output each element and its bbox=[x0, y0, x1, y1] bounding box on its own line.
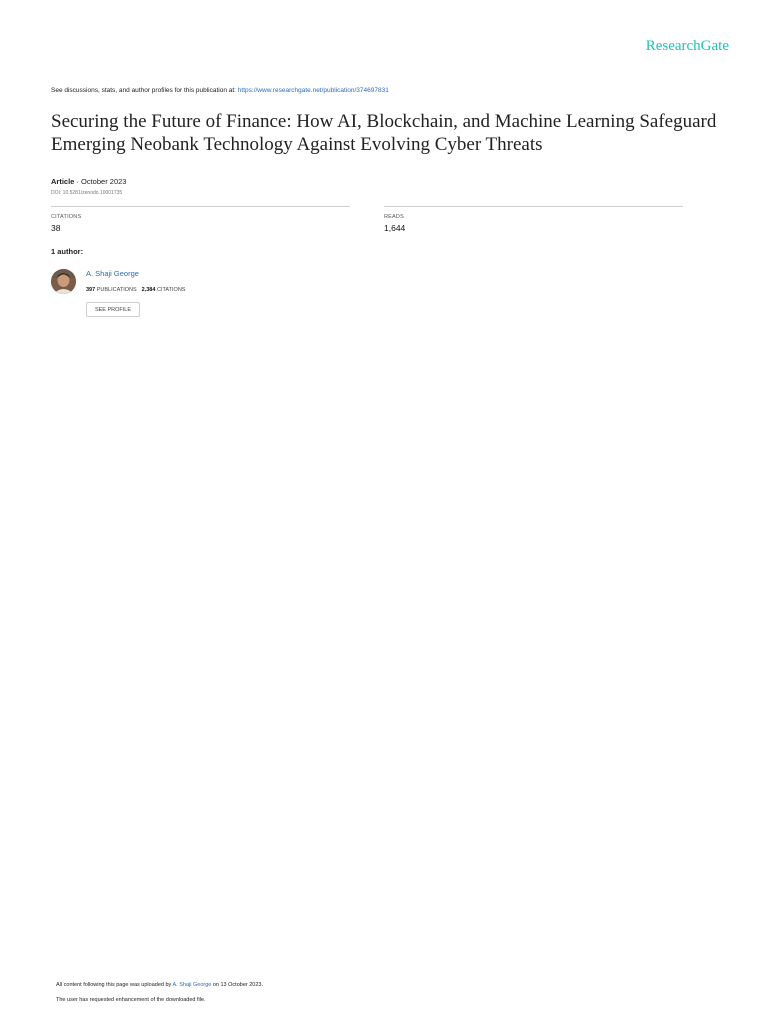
discussion-prefix: See discussions, stats, and author profiles for this publication at: bbox=[51, 87, 238, 94]
authors-heading: 1 author: bbox=[51, 247, 84, 256]
author-citations-label: CITATIONS bbox=[155, 287, 186, 293]
article-doi: DOI: 10.5281/zenodo.10001735 bbox=[51, 190, 123, 196]
author-citations-count: 2,384 bbox=[141, 287, 156, 293]
author-avatar[interactable] bbox=[51, 269, 76, 294]
enhancement-note: The user has requested enhancement of the downloaded file. bbox=[56, 997, 206, 1003]
publication-link[interactable]: https://www.researchgate.net/publication/374697831 bbox=[237, 87, 389, 94]
author-stats bbox=[86, 287, 185, 293]
citations-stat bbox=[51, 206, 350, 233]
see-profile-button[interactable]: SEE PROFILE bbox=[86, 302, 140, 317]
upload-prefix: All content following this page was uploaded by bbox=[56, 982, 173, 988]
researchgate-logo[interactable]: ResearchGate bbox=[645, 38, 729, 54]
reads-stat bbox=[384, 206, 683, 233]
upload-note bbox=[56, 982, 263, 988]
article-meta bbox=[51, 177, 126, 186]
citations-label: CITATIONS bbox=[51, 214, 82, 220]
author-name-link[interactable]: A. Shaji George bbox=[86, 269, 139, 278]
article-date: · October 2023 bbox=[74, 177, 127, 186]
citations-value: 38 bbox=[51, 223, 61, 233]
upload-suffix: on 13 October 2023. bbox=[211, 982, 264, 988]
author-photo-icon bbox=[51, 269, 76, 294]
discussion-line bbox=[51, 87, 389, 94]
uploader-link[interactable]: A. Shaji George bbox=[172, 982, 212, 988]
publication-title: Securing the Future of Finance: How AI, Blockchain, and Machine Learning Safeguard Emerging Neobank Technology Against Evolving Cyber Threats bbox=[51, 111, 717, 155]
reads-value: 1,644 bbox=[384, 223, 406, 233]
article-type: Article bbox=[51, 177, 75, 186]
reads-label: READS bbox=[384, 214, 404, 220]
author-publications-count: 397 bbox=[86, 287, 96, 293]
author-publications-label: PUBLICATIONS bbox=[95, 287, 137, 293]
